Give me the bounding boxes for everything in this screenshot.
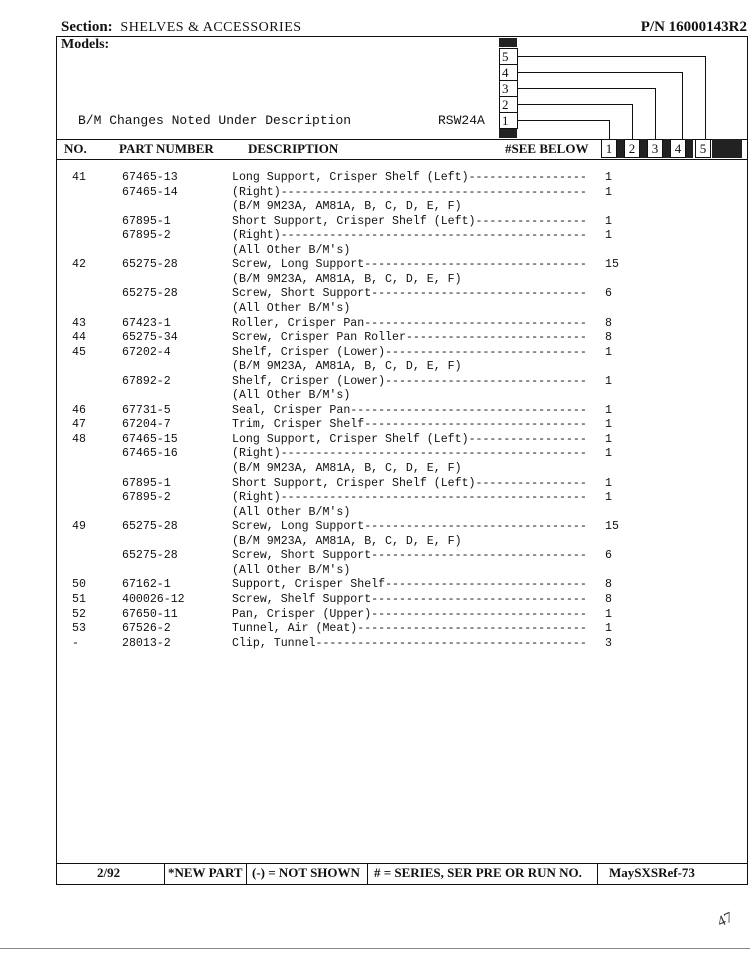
quantity: 8 [605, 578, 612, 592]
table-row [0, 272, 750, 287]
leader-dashes: ----------------------------- [385, 345, 587, 359]
leader-dashes: -------------------------------- [364, 520, 587, 534]
footer-new-part: *NEW PART [168, 865, 243, 880]
description-text: Roller, Crisper Pan [232, 316, 365, 330]
description-text: Screw, Short Support [232, 549, 372, 563]
description-text: (All Other B/M's) [232, 563, 351, 577]
quantity: 1 [605, 403, 612, 417]
description-text: Screw, Long Support [232, 258, 365, 272]
table-row [0, 563, 750, 578]
table-row [0, 592, 750, 607]
quantity: 1 [605, 447, 612, 461]
item-number: 44 [72, 331, 86, 345]
connector-line-5 [517, 56, 705, 57]
part-number: 67465-14 [122, 185, 178, 199]
part-number: 67465-13 [122, 171, 178, 184]
description [232, 636, 587, 651]
table-row [0, 607, 750, 622]
section-value: SHELVES & ACCESSORIES [120, 20, 302, 35]
col-see-below: #SEE BELOW [505, 141, 589, 156]
selector-box-4: 4 [670, 139, 686, 158]
table-row [0, 505, 750, 520]
selector-box-3: 3 [647, 139, 663, 158]
leader-dashes: ----------------- [468, 171, 587, 184]
connector-drop-3 [655, 88, 656, 139]
item-number: 50 [72, 578, 86, 592]
table-row [0, 243, 750, 258]
leader-dashes: ----------------- [468, 432, 587, 446]
part-number: 67204-7 [122, 418, 171, 432]
quantity: 1 [605, 345, 612, 359]
table-row [0, 432, 750, 447]
quantity: 1 [605, 622, 612, 636]
description [232, 461, 462, 476]
description-text: (All Other B/M's) [232, 301, 351, 315]
table-row [0, 446, 750, 461]
description-text: (All Other B/M's) [232, 243, 351, 257]
stack-bottom-block [499, 129, 517, 138]
quantity: 8 [605, 316, 612, 330]
footer-ref: MaySXSRef-73 [609, 865, 695, 880]
quantity: 1 [605, 214, 612, 228]
quantity: 1 [605, 491, 612, 505]
description-text: Long Support, Crisper Shelf (Left) [232, 171, 469, 184]
table-row [0, 534, 750, 549]
part-number: 67895-1 [122, 214, 171, 228]
leader-dashes: --------------------------------- [357, 622, 587, 636]
item-number: 46 [72, 403, 86, 417]
description-text: (Right) [232, 491, 281, 505]
col-description: DESCRIPTION [248, 141, 339, 156]
item-number: 47 [72, 418, 86, 432]
col-no: NO. [64, 141, 87, 156]
bm-changes-note: B/M Changes Noted Under Description [78, 113, 352, 128]
description [232, 476, 587, 491]
leader-dashes: ---------------- [475, 476, 587, 490]
quantity: 8 [605, 592, 612, 606]
description-text: Screw, Shelf Support [232, 592, 372, 606]
item-number: 43 [72, 316, 86, 330]
leader-dashes: ----------------------------- [385, 578, 587, 592]
connector-line-4 [517, 72, 682, 73]
description [232, 286, 587, 301]
description-text: (Right) [232, 447, 281, 461]
leader-dashes: -------------------------------------------- [280, 229, 587, 243]
footer-divider [367, 863, 368, 885]
selector-block [640, 139, 647, 158]
description [232, 607, 587, 622]
leader-dashes: ----------------------------- [385, 374, 587, 388]
handwritten-page-mark: 47 [715, 909, 736, 931]
description [232, 403, 587, 418]
selector-block [617, 139, 624, 158]
selector-block [686, 139, 693, 158]
part-number: 400026-12 [122, 592, 185, 606]
table-row [0, 388, 750, 403]
part-number: 67895-1 [122, 476, 171, 490]
quantity: 15 [605, 520, 619, 534]
description [232, 417, 587, 432]
description-text: Tunnel, Air (Meat) [232, 622, 358, 636]
table-row [0, 417, 750, 432]
description-text: Screw, Long Support [232, 520, 365, 534]
table-row [0, 316, 750, 331]
table-row [0, 461, 750, 476]
description [232, 316, 587, 331]
part-number: 65275-28 [122, 520, 178, 534]
item-number: 41 [72, 171, 86, 184]
series-box-3: 3 [499, 80, 518, 97]
description-text: Seal, Crisper Pan [232, 403, 351, 417]
connector-drop-2 [632, 104, 633, 139]
leader-dashes: ------------------------------- [371, 592, 587, 606]
connector-drop-1 [609, 120, 610, 139]
leader-dashes: -------------------------------------------- [280, 491, 587, 505]
quantity: 6 [605, 549, 612, 563]
leader-dashes: -------------------------------------------- [280, 447, 587, 461]
description [232, 243, 350, 258]
stack-top-block [499, 38, 517, 47]
quantity: 1 [605, 374, 612, 388]
part-number: 28013-2 [122, 636, 171, 650]
description-text: (B/M 9M23A, AM81A, B, C, D, E, F) [232, 534, 462, 548]
leader-dashes: ---------------- [475, 214, 587, 228]
description [232, 490, 587, 505]
description-text: Trim, Crisper Shelf [232, 418, 365, 432]
table-row [0, 621, 750, 636]
description [232, 577, 587, 592]
leader-dashes: ------------------------------- [371, 287, 587, 301]
quantity: 3 [605, 636, 612, 650]
part-number: 65275-34 [122, 331, 178, 345]
part-number: 67162-1 [122, 578, 171, 592]
series-box-2: 2 [499, 96, 518, 113]
description-text: Screw, Crisper Pan Roller [232, 331, 406, 345]
item-number: 49 [72, 520, 86, 534]
item-number: 42 [72, 258, 86, 272]
table-row [0, 519, 750, 534]
description [232, 388, 350, 403]
quantity: 1 [605, 229, 612, 243]
description [232, 272, 462, 287]
description-text: (B/M 9M23A, AM81A, B, C, D, E, F) [232, 272, 462, 286]
description-text: Support, Crisper Shelf [232, 578, 386, 592]
description [232, 534, 462, 549]
description [232, 199, 462, 214]
models-label: Models: [61, 37, 110, 52]
part-number: 65275-28 [122, 287, 178, 301]
table-row [0, 476, 750, 491]
connector-line-1 [517, 120, 609, 121]
part-number: 67650-11 [122, 607, 178, 621]
description-text: Screw, Short Support [232, 287, 372, 301]
quantity: 15 [605, 258, 619, 272]
table-row [0, 301, 750, 316]
description [232, 621, 587, 636]
description [232, 301, 350, 316]
footer-divider [246, 863, 247, 885]
quantity: 6 [605, 287, 612, 301]
connector-line-3 [517, 88, 655, 89]
item-number: 45 [72, 345, 86, 359]
part-number: 67895-2 [122, 229, 171, 243]
page-bottom-edge [0, 948, 750, 949]
selector-block [663, 139, 670, 158]
series-box-4: 4 [499, 64, 518, 81]
leader-dashes: ------------------------------- [371, 549, 587, 563]
table-row [0, 185, 750, 200]
leader-dashes: ------------------------------- [371, 607, 587, 621]
table-row [0, 257, 750, 272]
selector-box-5: 5 [695, 139, 711, 158]
quantity: 8 [605, 331, 612, 345]
item-number: 51 [72, 592, 86, 606]
connector-drop-4 [682, 72, 683, 139]
footer-date: 2/92 [97, 865, 121, 880]
table-row [0, 374, 750, 389]
part-number: 67892-2 [122, 374, 171, 388]
part-number: 67202-4 [122, 345, 171, 359]
col-part-number: PART NUMBER [119, 141, 214, 156]
table-row [0, 214, 750, 229]
part-number: 67465-15 [122, 432, 178, 446]
description [232, 228, 587, 243]
footer-divider [597, 863, 598, 885]
item-number: - [72, 636, 79, 650]
description [232, 432, 587, 447]
leader-dashes: -------------------------------- [364, 258, 587, 272]
description-text: (B/M 9M23A, AM81A, B, C, D, E, F) [232, 462, 462, 475]
leader-dashes: -------------------------- [405, 331, 587, 345]
table-row [0, 548, 750, 563]
selector-box-2: 2 [624, 139, 640, 158]
leader-dashes: -------------------------------------------- [280, 185, 587, 199]
description [232, 374, 587, 389]
table-row [0, 636, 750, 651]
description [232, 505, 350, 520]
footer-not-shown: (-) = NOT SHOWN [252, 865, 360, 880]
table-row [0, 403, 750, 418]
item-number: 48 [72, 432, 86, 446]
description-text: Short Support, Crisper Shelf (Left) [232, 476, 476, 490]
connector-line-2 [517, 104, 632, 105]
section-header [61, 19, 302, 36]
description-text: (All Other B/M's) [232, 389, 351, 403]
table-row [0, 286, 750, 301]
footer-divider [164, 863, 165, 885]
description-text: (Right) [232, 229, 281, 243]
description [232, 563, 350, 578]
table-row [0, 228, 750, 243]
description [232, 330, 587, 345]
table-row [0, 170, 750, 185]
description [232, 592, 587, 607]
connector-drop-5 [705, 56, 706, 139]
quantity: 1 [605, 185, 612, 199]
description-text: Pan, Crisper (Upper) [232, 607, 372, 621]
description-text: (B/M 9M23A, AM81A, B, C, D, E, F) [232, 360, 462, 374]
series-box-5: 5 [499, 48, 518, 65]
part-number: 67423-1 [122, 316, 171, 330]
quantity: 1 [605, 476, 612, 490]
section-label: Section: [61, 19, 113, 35]
quantity: 1 [605, 432, 612, 446]
part-number: 65275-28 [122, 549, 178, 563]
table-row [0, 577, 750, 592]
table-row [0, 490, 750, 505]
part-number: 65275-28 [122, 258, 178, 272]
description [232, 359, 462, 374]
selector-box-1: 1 [601, 139, 617, 158]
description-text: (Right) [232, 185, 281, 199]
quantity: 1 [605, 171, 612, 184]
description-text: Shelf, Crisper (Lower) [232, 345, 386, 359]
document-part-number: P/N 16000143R2 [640, 19, 747, 35]
description-text: (All Other B/M's) [232, 505, 351, 519]
description-text: Shelf, Crisper (Lower) [232, 374, 386, 388]
description [232, 170, 587, 185]
part-number: 67895-2 [122, 491, 171, 505]
table-row [0, 330, 750, 345]
table-row [0, 199, 750, 214]
part-number: 67526-2 [122, 622, 171, 636]
description-text: Short Support, Crisper Shelf (Left) [232, 214, 476, 228]
model-code: RSW24A [438, 113, 485, 128]
table-row [0, 359, 750, 374]
description [232, 185, 587, 200]
description [232, 446, 587, 461]
part-number: 67731-5 [122, 403, 171, 417]
quantity: 1 [605, 607, 612, 621]
description-text: Long Support, Crisper Shelf (Left) [232, 432, 469, 446]
item-number: 53 [72, 622, 86, 636]
description [232, 214, 587, 229]
leader-dashes: ---------------------------------- [350, 403, 587, 417]
description [232, 345, 587, 360]
quantity: 1 [605, 418, 612, 432]
leader-dashes: --------------------------------------- [315, 636, 587, 650]
leader-dashes: -------------------------------- [364, 418, 587, 432]
leader-dashes: -------------------------------- [364, 316, 587, 330]
description [232, 519, 587, 534]
description [232, 548, 587, 563]
selector-block [712, 139, 742, 158]
description-text: Clip, Tunnel [232, 636, 316, 650]
footer-series-legend: # = SERIES, SER PRE OR RUN NO. [374, 865, 582, 880]
item-number: 52 [72, 607, 86, 621]
description-text: (B/M 9M23A, AM81A, B, C, D, E, F) [232, 200, 462, 214]
part-number: 67465-16 [122, 447, 178, 461]
table-row [0, 345, 750, 360]
series-box-1: 1 [499, 112, 518, 129]
description [232, 257, 587, 272]
